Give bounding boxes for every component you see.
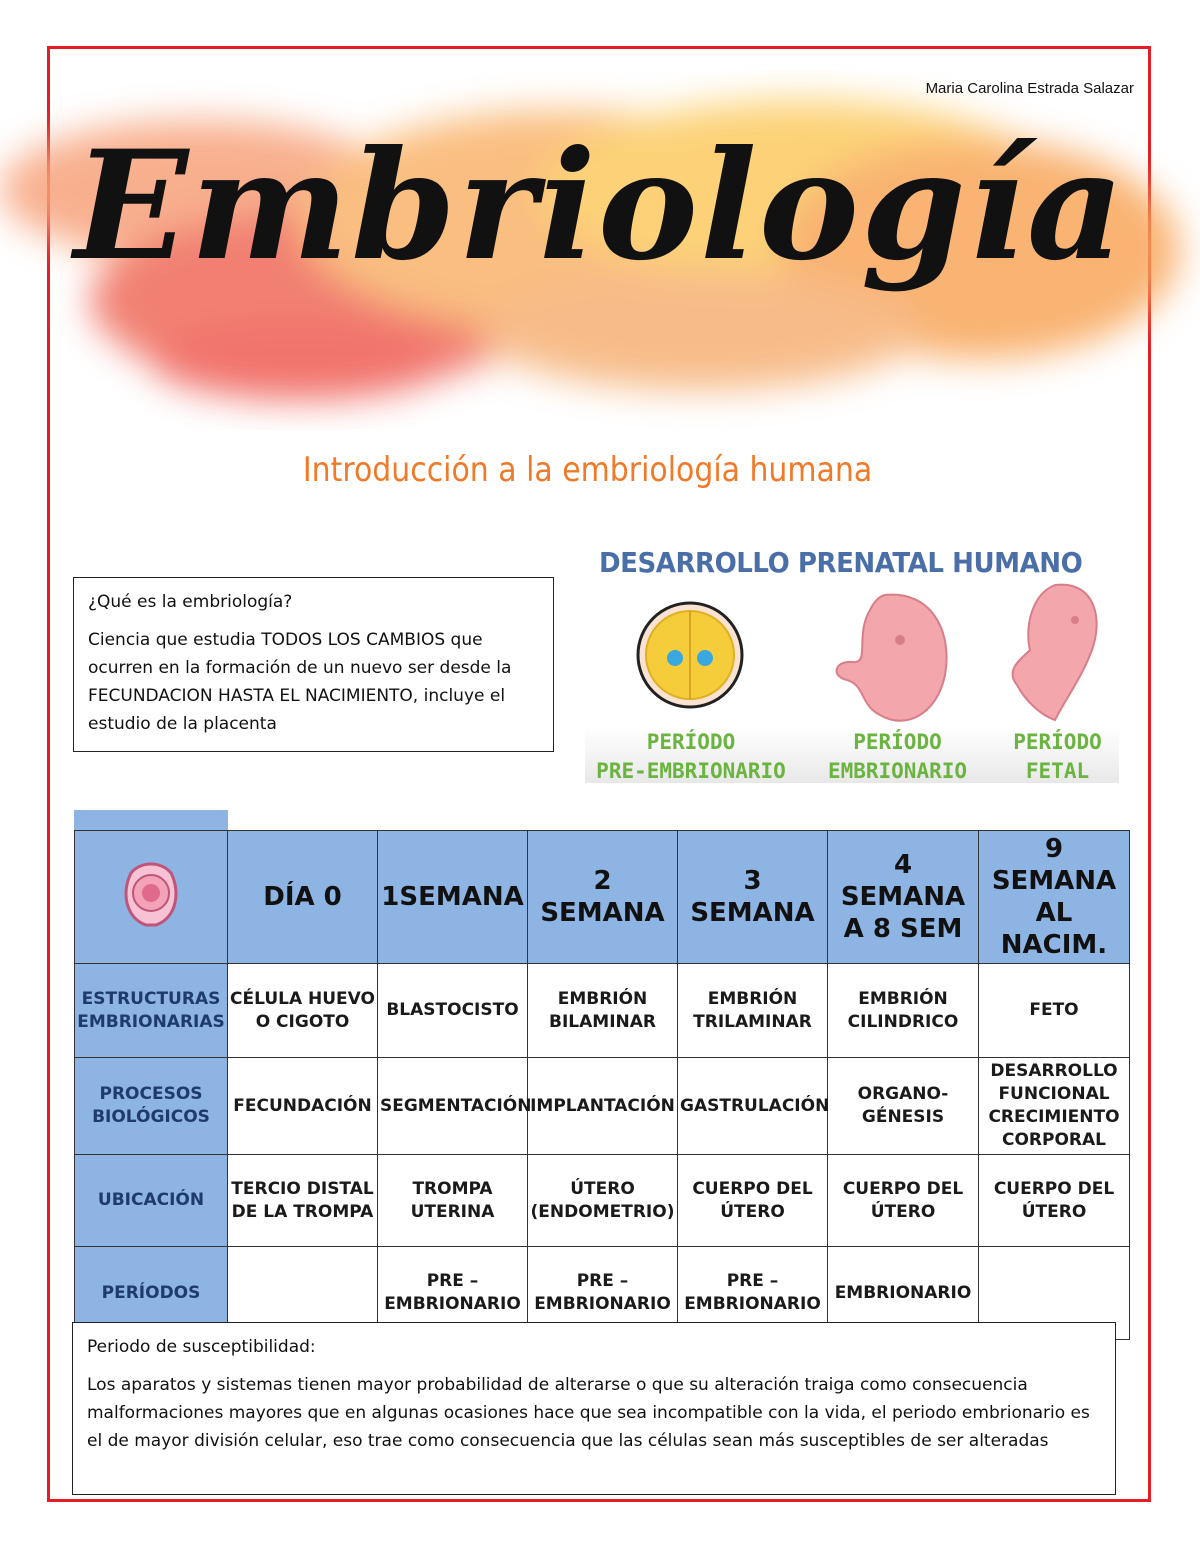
prenatal-title: DESARROLLO PRENATAL HUMANO bbox=[599, 546, 1083, 579]
embryo-illustration bbox=[837, 595, 947, 721]
definition-box bbox=[73, 577, 554, 752]
period-label-line: PRE-EMBRIONARIO bbox=[596, 759, 786, 783]
row-label: UBICACIÓN bbox=[75, 1155, 228, 1247]
table-cell: PRE – EMBRIONARIO bbox=[678, 1247, 828, 1340]
table-cell: ÚTERO (ENDOMETRIO) bbox=[528, 1155, 678, 1247]
table-cell: TERCIO DISTAL DE LA TROMPA bbox=[228, 1155, 378, 1247]
zygote-illustration bbox=[638, 603, 742, 707]
uterus-icon-cell bbox=[75, 831, 228, 964]
period-label-embryonic bbox=[815, 728, 980, 786]
table-cell: BLASTOCISTO bbox=[378, 964, 528, 1058]
header-week-2: 2 SEMANA bbox=[528, 831, 678, 964]
table-cell: IMPLANTACIÓN bbox=[528, 1058, 678, 1155]
period-label-line: PERÍODO bbox=[646, 730, 736, 754]
period-label-line: FETAL bbox=[1025, 759, 1090, 783]
table-row bbox=[75, 1155, 1130, 1247]
table-cell: GASTRULACIÓN bbox=[678, 1058, 828, 1155]
uterus-embryo-icon bbox=[111, 853, 191, 933]
row-label: ESTRUCTURAS EMBRIONARIAS bbox=[75, 964, 228, 1058]
table-cell: CÉLULA HUEVO O CIGOTO bbox=[228, 964, 378, 1058]
susceptibility-heading: Periodo de susceptibilidad: bbox=[87, 1337, 316, 1357]
table-cell: CUERPO DEL ÚTERO bbox=[828, 1155, 979, 1247]
definition-answer: Ciencia que estudia TODOS LOS CAMBIOS que ocurren en la formación de un nuevo ser desde la FECUNDACION HASTA EL NACIMIENTO, incluye el estudio de la placenta bbox=[88, 630, 512, 734]
prenatal-development-figure bbox=[585, 540, 1119, 785]
table-cell: ORGANO-GÉNESIS bbox=[828, 1058, 979, 1155]
table-cell: PRE – EMBRIONARIO bbox=[378, 1247, 528, 1340]
page-title: Embriología bbox=[73, 118, 1127, 294]
development-stages-table bbox=[74, 830, 1130, 1340]
table-header-row bbox=[75, 831, 1130, 964]
table-cell: EMBRIÓN TRILAMINAR bbox=[678, 964, 828, 1058]
row-label: PROCESOS BIOLÓGICOS bbox=[75, 1058, 228, 1155]
header-day-0: DÍA 0 bbox=[228, 831, 378, 964]
table-cell: EMBRIONARIO bbox=[828, 1247, 979, 1340]
table-row bbox=[75, 964, 1130, 1058]
table-cell: DESARROLLO FUNCIONAL CRECIMIENTO CORPORAL bbox=[979, 1058, 1130, 1155]
susceptibility-box bbox=[72, 1322, 1116, 1495]
table-row bbox=[75, 1058, 1130, 1155]
period-label-line: PERÍODO bbox=[1013, 730, 1102, 754]
table-cell: CUERPO DEL ÚTERO bbox=[979, 1155, 1130, 1247]
table-cell: CUERPO DEL ÚTERO bbox=[678, 1155, 828, 1247]
header-week-1: 1SEMANA bbox=[378, 831, 528, 964]
table-cell: EMBRIÓN CILINDRICO bbox=[828, 964, 979, 1058]
table-cell: TROMPA UTERINA bbox=[378, 1155, 528, 1247]
embryo-illustrations bbox=[585, 580, 1119, 730]
fetus-illustration bbox=[1013, 585, 1097, 720]
author-name: Maria Carolina Estrada Salazar bbox=[925, 80, 1134, 97]
definition-question: ¿Qué es la embriología? bbox=[88, 592, 293, 612]
period-label-line: PERÍODO bbox=[853, 730, 942, 754]
table-cell: FECUNDACIÓN bbox=[228, 1058, 378, 1155]
table-cell: PRE – EMBRIONARIO bbox=[528, 1247, 678, 1340]
header-week-3: 3 SEMANA bbox=[678, 831, 828, 964]
header-week-9-birth: 9 SEMANA AL NACIM. bbox=[979, 831, 1130, 964]
page-subtitle: Introducción a la embriología humana bbox=[302, 450, 873, 490]
table-corner-tab bbox=[74, 810, 228, 832]
period-label-line: EMBRIONARIO bbox=[827, 759, 968, 783]
period-label-fetal bbox=[1000, 728, 1115, 786]
table-cell: SEGMENTACIÓN bbox=[378, 1058, 528, 1155]
susceptibility-text: Los aparatos y sistemas tienen mayor probabilidad de alterarse o que su alteración traiga como consecuencia malformaciones mayores que en algunas ocasiones hace que sea incompatible con la vida, el periodo embrionario es el de mayor división celular, eso trae como consecuencia que las células sean más susceptibles de ser alteradas bbox=[87, 1375, 1090, 1451]
table-cell: FETO bbox=[979, 964, 1130, 1058]
row-label: PERÍODOS bbox=[75, 1247, 228, 1340]
header-week-4-8: 4 SEMANA A 8 SEM bbox=[828, 831, 979, 964]
period-label-pre-embryonic bbox=[585, 728, 797, 786]
table-cell: EMBRIÓN BILAMINAR bbox=[528, 964, 678, 1058]
